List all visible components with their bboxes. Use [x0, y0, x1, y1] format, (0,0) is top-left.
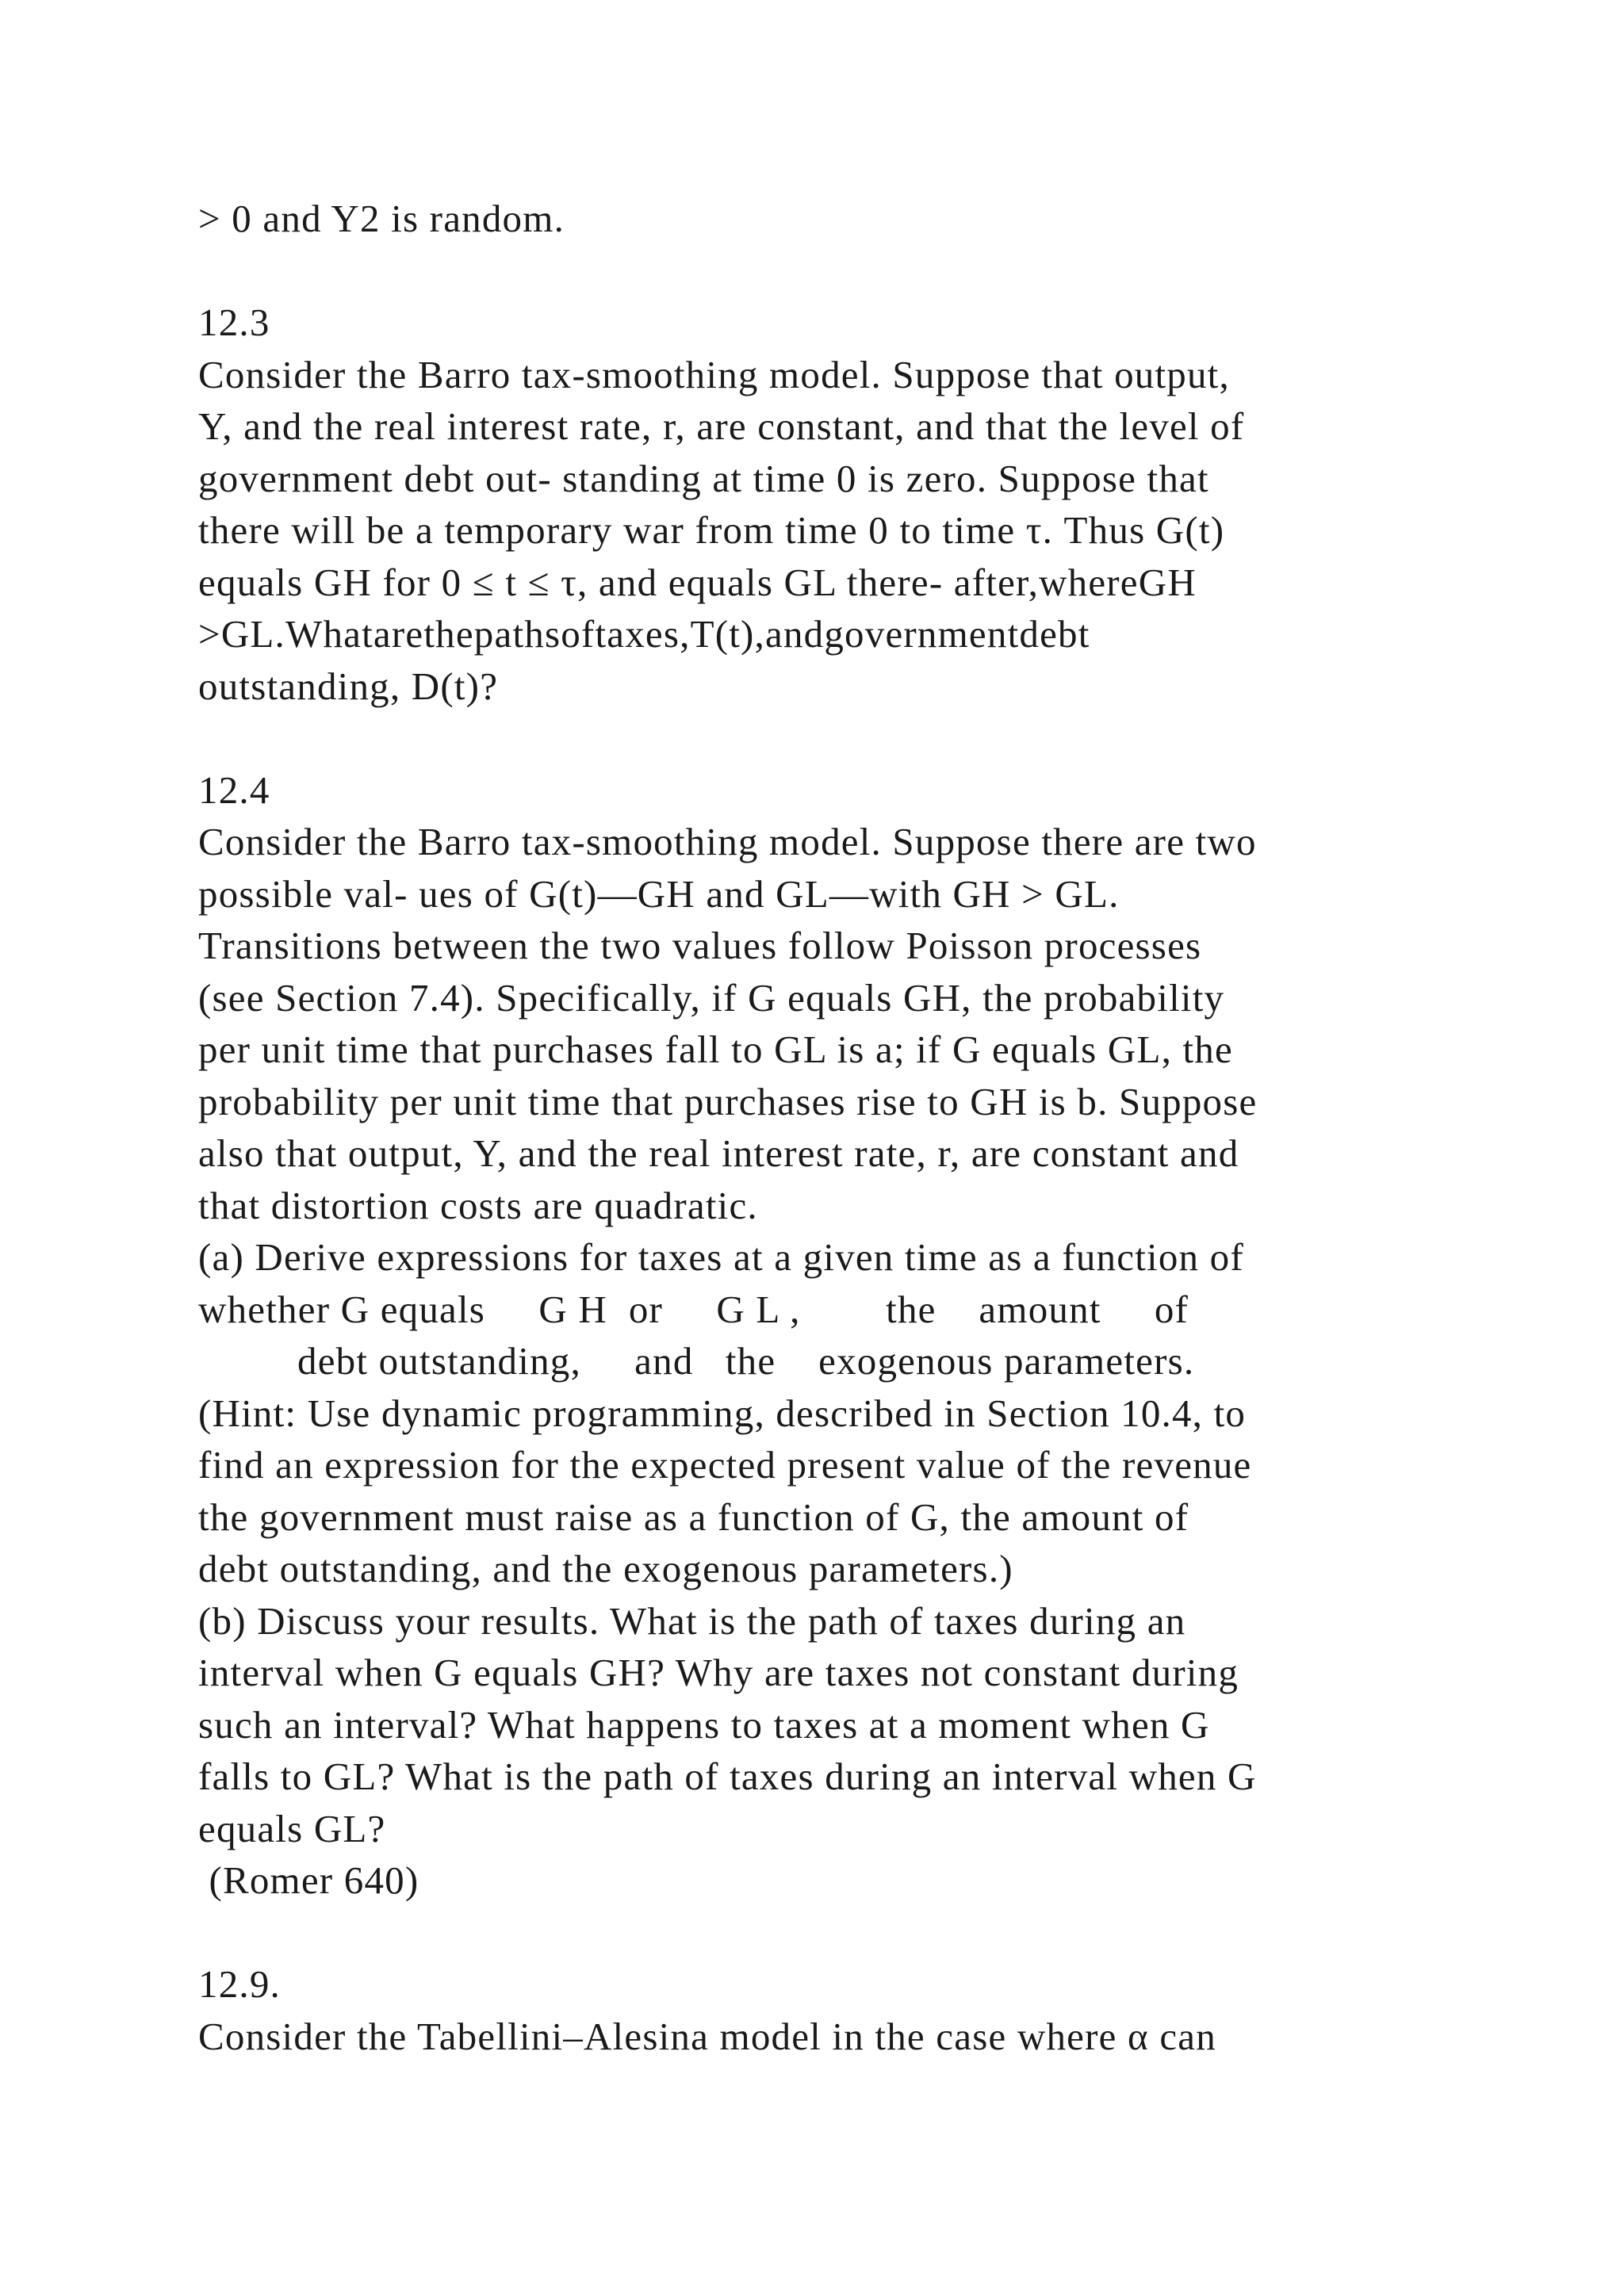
text-line: Transitions between the two values follow Poisson processes	[198, 924, 1202, 967]
text-line: probability per unit time that purchases rise to GH is b. Suppose	[198, 1079, 1258, 1123]
text-line: >GL.Whatarethepathsoftaxes,T(t),andgovernmentdebt	[198, 612, 1090, 656]
text-line: such an interval? What happens to taxes at a moment when G	[198, 1702, 1210, 1747]
text-line: equals GL?	[198, 1806, 386, 1850]
problem-number-12-9: 12.9.	[198, 1962, 281, 2006]
text-line: possible val- ues of G(t)—GH and GL—with GH > GL.	[198, 871, 1120, 916]
text-line: government debt out- standing at time 0 is zero. Suppose that	[198, 456, 1209, 500]
text-line: that distortion costs are quadratic.	[198, 1183, 758, 1227]
text-line: Consider the Barro tax-smoothing model. Suppose there are two	[198, 820, 1257, 863]
blank-line	[198, 1907, 1507, 1959]
text-line: (Hint: Use dynamic programming, described in Section 10.4, to	[198, 1391, 1247, 1435]
text-line: Consider the Tabellini–Alesina model in the case where α can	[198, 2014, 1216, 2058]
text-line: find an expression for the expected present value of the revenue	[198, 1443, 1252, 1487]
document-body	[198, 193, 1507, 2062]
text-line: (a) Derive expressions for taxes at a given time as a function of	[198, 1235, 1244, 1279]
text-line: debt outstanding, and the exogenous parameters.)	[198, 1547, 1013, 1590]
text-line: whether G equals G H or G L , the amount of	[198, 1287, 1189, 1331]
problem-number-12-3: 12.3	[198, 300, 270, 344]
text-line: outstanding, D(t)?	[198, 664, 499, 708]
text-line: debt outstanding, and the exogenous parameters.	[297, 1339, 1195, 1383]
problem-number-12-4: 12.4	[198, 767, 270, 812]
text-line: > 0 and Y2 is random.	[198, 197, 565, 240]
text-line: (b) Discuss your results. What is the path of taxes during an	[198, 1598, 1186, 1643]
text-line: per unit time that purchases fall to GL is a; if G equals GL, the	[198, 1027, 1233, 1071]
text-line: interval when G equals GH? Why are taxes not constant during	[198, 1651, 1239, 1694]
text-line: Y, and the real interest rate, r, are constant, and that the level of	[198, 404, 1245, 448]
text-line: falls to GL? What is the path of taxes during an interval when G	[198, 1755, 1257, 1798]
text-line: (see Section 7.4). Specifically, if G equals GH, the probability	[198, 975, 1225, 1020]
text-line: also that output, Y, and the real interest rate, r, are constant and	[198, 1131, 1239, 1175]
text-line: there will be a temporary war from time 0 to time τ. Thus G(t)	[198, 508, 1225, 552]
citation: (Romer 640)	[198, 1858, 419, 1902]
text-line: Consider the Barro tax-smoothing model. Suppose that output,	[198, 352, 1230, 396]
blank-line	[198, 245, 1507, 297]
text-line: equals GH for 0 ≤ t ≤ τ, and equals GL there- after,whereGH	[198, 560, 1197, 604]
text-line: the government must raise as a function of G, the amount of	[198, 1494, 1189, 1539]
blank-line	[198, 712, 1507, 764]
